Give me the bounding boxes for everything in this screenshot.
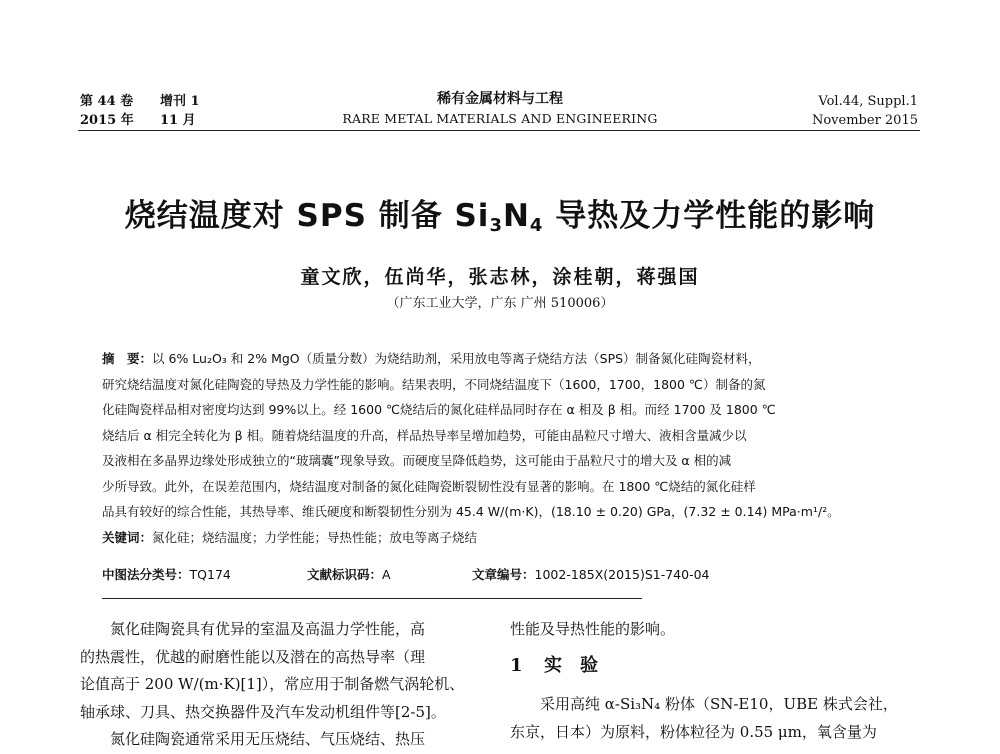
title-subscript: 3 [489, 215, 503, 236]
abstract-line: 以 6% Lu₂O₃ 和 2% MgO（质量分数）为烧结助剂，采用放电等离子烧结方法（SPS）制备氮化硅陶瓷材料， [152, 351, 761, 366]
body-right-column [510, 616, 920, 746]
clc-value: TQ174 [189, 567, 231, 582]
header-right [812, 92, 918, 130]
journal-title-en: RARE METAL MATERIALS AND ENGINEERING [342, 111, 658, 126]
clc-label: 中图法分类号： [102, 567, 190, 582]
body-line: 论值高于 200 W/(m·K)[1]），常应用于制备燃气涡轮机、 [80, 675, 465, 693]
volume: 第 44 卷 [80, 94, 134, 109]
volume-en: Vol.44, Suppl.1 [818, 94, 918, 109]
body-line: 轴承球、刀具、热交换器件及汽车发动机组件等[2-5]。 [80, 702, 446, 721]
keywords: 氮化硅；烧结温度；力学性能；导热性能；放电等离子烧结 [152, 529, 478, 545]
journal-title-cn: 稀有金属材料与工程 [437, 91, 563, 107]
abstract-line: 品具有较好的综合性能，其热导率、维氏硬度和断裂韧性分别为 45.4 W/(m·K)，(18.10 ± 0.20) GPa，(7.32 ± 0.14) MPa·m¹/²。 [102, 504, 840, 519]
body-line: 氮化硅陶瓷通常采用无压烧结、气压烧结、热压 [80, 730, 426, 748]
keywords-label: 关键词： [102, 529, 153, 545]
abstract-line: 烧结后 α 相完全转化为 β 相。随着烧结温度的升高，样品热导率呈增加趋势，可能由晶粒尺寸增大、液相含量减少以 [102, 427, 747, 443]
abstract-line: 及液相在多晶界边缘处形成独立的“玻璃囊”现象导致。而硬度呈降低趋势，这可能由于晶粒尺寸的增大及 α 相的减 [102, 453, 732, 468]
section-title: 实 验 [544, 654, 598, 676]
title-part: 导热及力学性能的影响 [543, 198, 876, 234]
doc-code-label: 文献标识码： [307, 567, 383, 582]
body-line: 氮化硅陶瓷具有优异的室温及高温力学性能，高 [80, 620, 426, 638]
doc-code-value: A [382, 567, 391, 582]
abstract [102, 346, 892, 550]
body-line: 性能及导热性能的影响。 [510, 620, 676, 638]
title-part: 烧结温度对 SPS 制备 Si [124, 198, 490, 234]
section-number: 1 [510, 654, 523, 676]
paper-title [0, 190, 1000, 236]
header-divider [78, 130, 920, 131]
affiliation: （广东工业大学，广东 广州 510006） [386, 296, 614, 311]
article-no-label: 文章编号： [472, 567, 535, 582]
body-line: 东京，日本）为原料，粉体粒径为 0.55 μm，氧含量为 [510, 722, 877, 741]
title-subscript: 4 [529, 215, 544, 236]
body-left-column [80, 616, 480, 754]
body-line: 的热震性，优越的耐磨性能以及潜在的高热导率（理 [80, 647, 426, 666]
date-en: November 2015 [811, 113, 918, 128]
month: 11 月 [160, 113, 196, 128]
year: 2015 年 [80, 113, 134, 128]
abstract-line: 少所导致。此外，在误差范围内，烧结温度对制备的氮化硅陶瓷断裂韧性没有显著的影响。在 1800 ℃烧结的氮化硅样 [102, 478, 756, 494]
authors: 童文欣，伍尚华，张志林，涂桂朝，蒋强国 [300, 266, 700, 288]
title-part: N [502, 198, 530, 234]
body-line: 采用高纯 α-Si₃N₄ 粉体（SN-E10，UBE 株式会社， [510, 695, 898, 713]
abstract-label: 摘 要： [102, 351, 153, 366]
abstract-divider [102, 598, 642, 599]
article-no-value: 1002-185X(2015)S1-740-04 [534, 567, 710, 582]
classification-row [102, 565, 710, 583]
supplement: 增刊 1 [160, 94, 200, 109]
abstract-line: 研究烧结温度对氮化硅陶瓷的导热及力学性能的影响。结果表明，不同烧结温度下（1600，1700，1800 ℃）制备的氮 [102, 376, 766, 392]
section-heading [510, 652, 920, 680]
abstract-line: 化硅陶瓷样品相对密度均达到 99%以上。经 1600 ℃烧结后的氮化硅样品同时存在 α 相及 β 相。而经 1700 及 1800 ℃ [102, 402, 776, 417]
